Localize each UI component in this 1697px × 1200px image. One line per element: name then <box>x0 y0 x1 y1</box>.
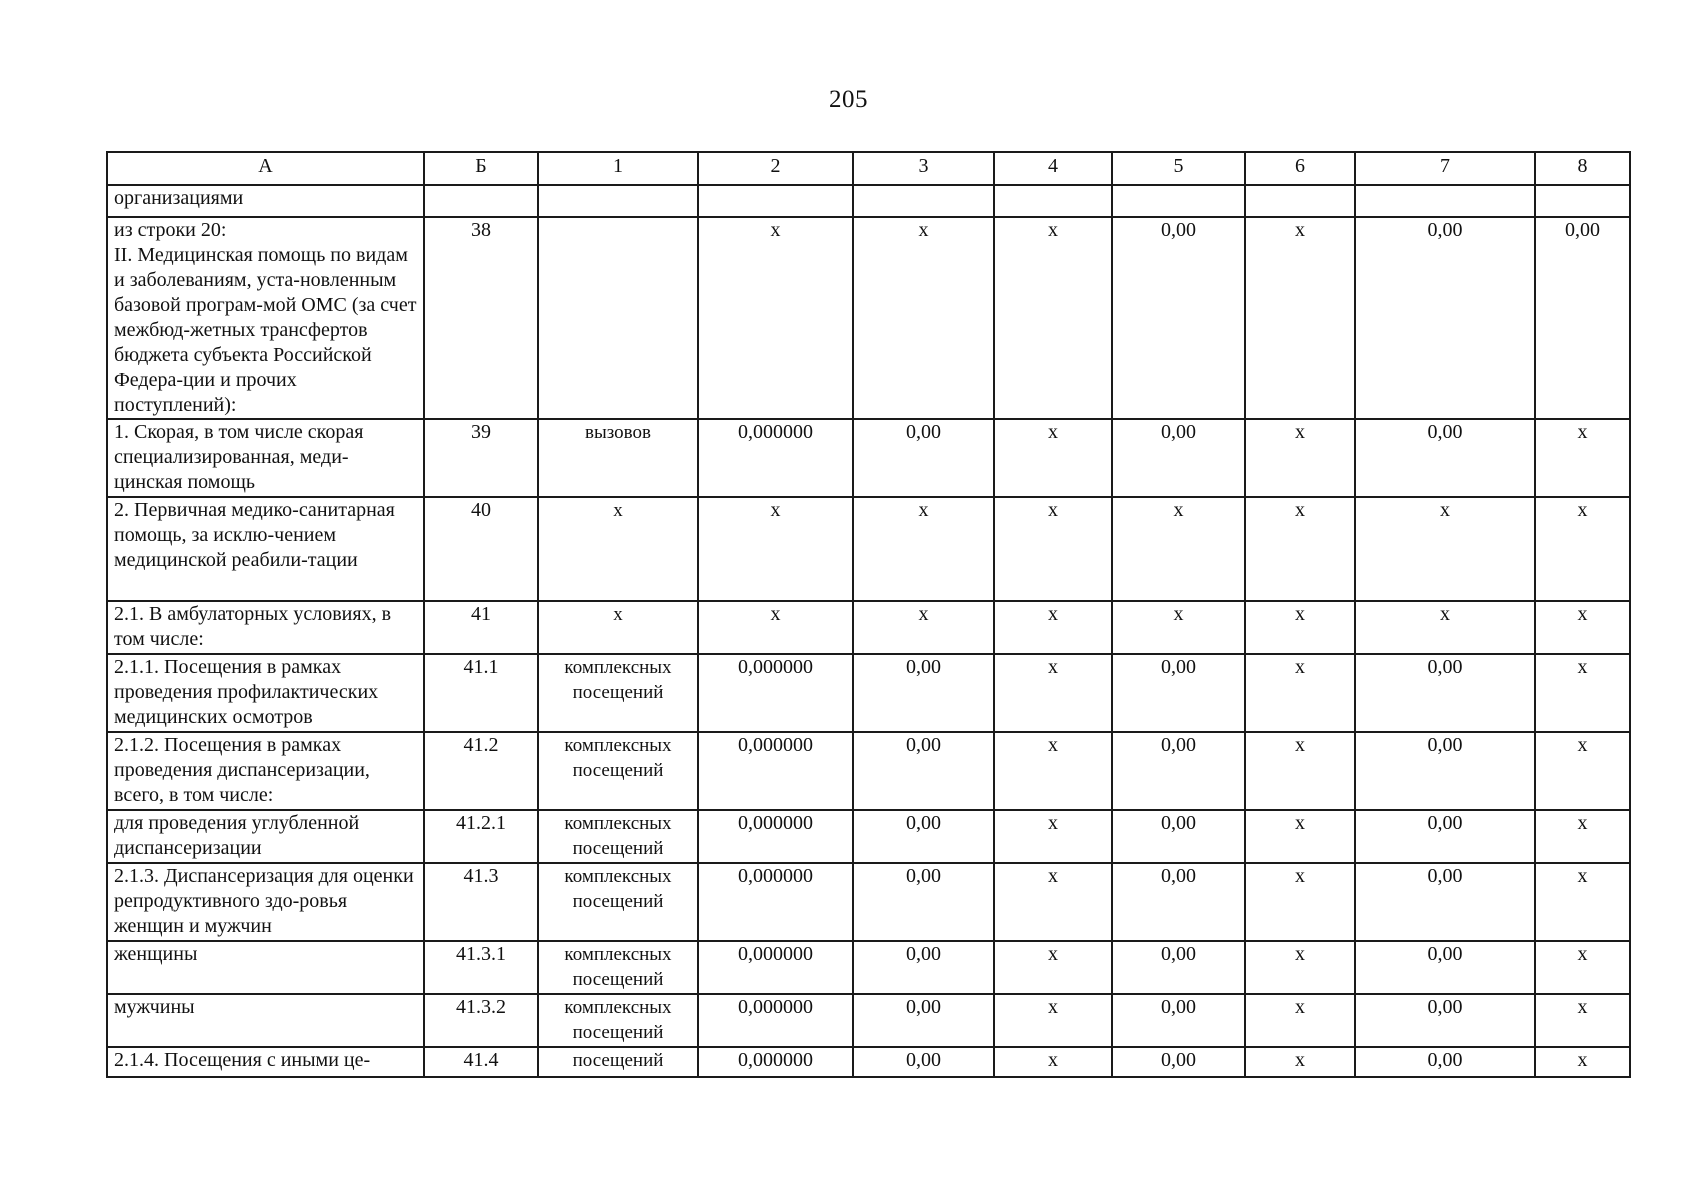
column-header-6: 6 <box>1245 152 1355 185</box>
value-cell-4 <box>994 185 1112 217</box>
value-cell-5: 0,00 <box>1112 419 1245 497</box>
value-cell-2: 0,000000 <box>698 810 853 863</box>
value-cell-7: 0,00 <box>1355 1047 1535 1077</box>
value-cell-6: х <box>1245 217 1355 419</box>
unit-cell: х <box>538 601 698 654</box>
value-cell-2: 0,000000 <box>698 654 853 732</box>
row-code-cell: 41.1 <box>424 654 538 732</box>
table-row <box>107 1047 1630 1077</box>
value-cell-2: 0,000000 <box>698 732 853 810</box>
unit-cell <box>538 217 698 419</box>
value-cell-6: х <box>1245 419 1355 497</box>
column-header-8: 8 <box>1535 152 1630 185</box>
unit-cell: комплексных посещений <box>538 941 698 994</box>
value-cell-4: х <box>994 810 1112 863</box>
value-cell-5 <box>1112 185 1245 217</box>
value-cell-6: х <box>1245 654 1355 732</box>
table-row <box>107 601 1630 654</box>
value-cell-3: 0,00 <box>853 654 994 732</box>
row-label-cell: мужчины <box>107 994 424 1047</box>
table-row <box>107 185 1630 217</box>
value-cell-6: х <box>1245 810 1355 863</box>
value-cell-8 <box>1535 185 1630 217</box>
value-cell-4: х <box>994 863 1112 941</box>
value-cell-5: 0,00 <box>1112 810 1245 863</box>
row-label-cell: женщины <box>107 941 424 994</box>
value-cell-7 <box>1355 185 1535 217</box>
row-label-cell: 2.1.4. Посещения с иными це- <box>107 1047 424 1077</box>
value-cell-8: х <box>1535 941 1630 994</box>
row-code-cell: 38 <box>424 217 538 419</box>
unit-cell: комплексных посещений <box>538 994 698 1047</box>
column-header-a: А <box>107 152 424 185</box>
unit-cell <box>538 185 698 217</box>
unit-cell: посещений <box>538 1047 698 1077</box>
value-cell-4: х <box>994 419 1112 497</box>
unit-cell: комплексных посещений <box>538 863 698 941</box>
value-cell-7: 0,00 <box>1355 654 1535 732</box>
value-cell-8: х <box>1535 654 1630 732</box>
value-cell-5: 0,00 <box>1112 941 1245 994</box>
table-row <box>107 654 1630 732</box>
value-cell-7: 0,00 <box>1355 994 1535 1047</box>
column-header-1: 1 <box>538 152 698 185</box>
value-cell-3: 0,00 <box>853 732 994 810</box>
value-cell-5: х <box>1112 601 1245 654</box>
value-cell-2: х <box>698 217 853 419</box>
value-cell-2: 0,000000 <box>698 994 853 1047</box>
value-cell-8: х <box>1535 497 1630 601</box>
value-cell-8: 0,00 <box>1535 217 1630 419</box>
value-cell-6: х <box>1245 497 1355 601</box>
row-label-cell: из строки 20: II. Медицинская помощь по видам и заболеваниям, уста-новленным базовой програм-мой ОМС (за счет межбюд-жетных трансфертов бюджета субъекта Российской Федера-ции и прочих поступлений): <box>107 217 424 419</box>
value-cell-4: х <box>994 732 1112 810</box>
value-cell-3: х <box>853 497 994 601</box>
value-cell-7: 0,00 <box>1355 217 1535 419</box>
column-header-b: Б <box>424 152 538 185</box>
value-cell-2: х <box>698 601 853 654</box>
value-cell-6: х <box>1245 1047 1355 1077</box>
column-header-4: 4 <box>994 152 1112 185</box>
row-code-cell: 41.2 <box>424 732 538 810</box>
value-cell-3: 0,00 <box>853 941 994 994</box>
value-cell-4: х <box>994 654 1112 732</box>
column-header-3: 3 <box>853 152 994 185</box>
value-cell-4: х <box>994 941 1112 994</box>
value-cell-2: 0,000000 <box>698 419 853 497</box>
value-cell-4: х <box>994 217 1112 419</box>
value-cell-6: х <box>1245 732 1355 810</box>
unit-cell: вызовов <box>538 419 698 497</box>
row-code-cell: 41 <box>424 601 538 654</box>
column-header-2: 2 <box>698 152 853 185</box>
table-row <box>107 863 1630 941</box>
row-code-cell: 40 <box>424 497 538 601</box>
value-cell-7: 0,00 <box>1355 863 1535 941</box>
value-cell-2: 0,000000 <box>698 1047 853 1077</box>
value-cell-5: 0,00 <box>1112 1047 1245 1077</box>
value-cell-5: 0,00 <box>1112 217 1245 419</box>
table-row <box>107 497 1630 601</box>
value-cell-8: х <box>1535 1047 1630 1077</box>
value-cell-7: 0,00 <box>1355 419 1535 497</box>
row-label-cell: 2.1.3. Диспансеризация для оценки репродуктивного здо-ровья женщин и мужчин <box>107 863 424 941</box>
value-cell-5: 0,00 <box>1112 994 1245 1047</box>
unit-cell: комплексных посещений <box>538 732 698 810</box>
row-label-cell: 2. Первичная медико-санитарная помощь, за исклю-чением медицинской реабили-тации <box>107 497 424 601</box>
value-cell-8: х <box>1535 732 1630 810</box>
value-cell-6: х <box>1245 994 1355 1047</box>
value-cell-7: 0,00 <box>1355 732 1535 810</box>
value-cell-3: 0,00 <box>853 419 994 497</box>
value-cell-8: х <box>1535 994 1630 1047</box>
value-cell-8: х <box>1535 601 1630 654</box>
row-label-cell: 1. Скорая, в том числе скорая специализированная, меди-цинская помощь <box>107 419 424 497</box>
row-code-cell: 41.3 <box>424 863 538 941</box>
value-cell-6 <box>1245 185 1355 217</box>
data-table <box>106 151 1631 1078</box>
value-cell-6: х <box>1245 863 1355 941</box>
value-cell-4: х <box>994 1047 1112 1077</box>
value-cell-4: х <box>994 994 1112 1047</box>
value-cell-7: х <box>1355 497 1535 601</box>
value-cell-5: 0,00 <box>1112 654 1245 732</box>
unit-cell: комплексных посещений <box>538 810 698 863</box>
value-cell-2 <box>698 185 853 217</box>
value-cell-2: 0,000000 <box>698 941 853 994</box>
table-row <box>107 732 1630 810</box>
row-label-cell: 2.1.1. Посещения в рамках проведения профилактических медицинских осмотров <box>107 654 424 732</box>
table-body <box>107 185 1630 1077</box>
value-cell-3: 0,00 <box>853 810 994 863</box>
table-row <box>107 941 1630 994</box>
table-row <box>107 217 1630 419</box>
unit-cell: х <box>538 497 698 601</box>
value-cell-8: х <box>1535 810 1630 863</box>
row-code-cell: 41.3.2 <box>424 994 538 1047</box>
row-code-cell: 41.2.1 <box>424 810 538 863</box>
row-code-cell: 41.3.1 <box>424 941 538 994</box>
value-cell-4: х <box>994 601 1112 654</box>
value-cell-3: 0,00 <box>853 994 994 1047</box>
column-header-5: 5 <box>1112 152 1245 185</box>
value-cell-3 <box>853 185 994 217</box>
unit-cell: комплексных посещений <box>538 654 698 732</box>
value-cell-5: 0,00 <box>1112 732 1245 810</box>
page-number: 205 <box>829 86 868 113</box>
value-cell-3: 0,00 <box>853 1047 994 1077</box>
row-label-cell: 2.1. В амбулаторных условиях, в том числе: <box>107 601 424 654</box>
row-label-cell: организациями <box>107 185 424 217</box>
value-cell-2: 0,000000 <box>698 863 853 941</box>
row-label-cell: для проведения углубленной диспансеризации <box>107 810 424 863</box>
column-header-7: 7 <box>1355 152 1535 185</box>
header-row <box>107 152 1630 185</box>
value-cell-7: х <box>1355 601 1535 654</box>
value-cell-7: 0,00 <box>1355 941 1535 994</box>
row-label-cell: 2.1.2. Посещения в рамках проведения диспансеризации, всего, в том числе: <box>107 732 424 810</box>
value-cell-2: х <box>698 497 853 601</box>
table-row <box>107 810 1630 863</box>
value-cell-3: 0,00 <box>853 863 994 941</box>
row-code-cell: 41.4 <box>424 1047 538 1077</box>
value-cell-8: х <box>1535 419 1630 497</box>
value-cell-8: х <box>1535 863 1630 941</box>
value-cell-3: х <box>853 217 994 419</box>
value-cell-4: х <box>994 497 1112 601</box>
table-row <box>107 419 1630 497</box>
row-code-cell <box>424 185 538 217</box>
value-cell-6: х <box>1245 601 1355 654</box>
value-cell-7: 0,00 <box>1355 810 1535 863</box>
row-code-cell: 39 <box>424 419 538 497</box>
table-row <box>107 994 1630 1047</box>
value-cell-5: 0,00 <box>1112 863 1245 941</box>
value-cell-6: х <box>1245 941 1355 994</box>
value-cell-3: х <box>853 601 994 654</box>
value-cell-5: х <box>1112 497 1245 601</box>
